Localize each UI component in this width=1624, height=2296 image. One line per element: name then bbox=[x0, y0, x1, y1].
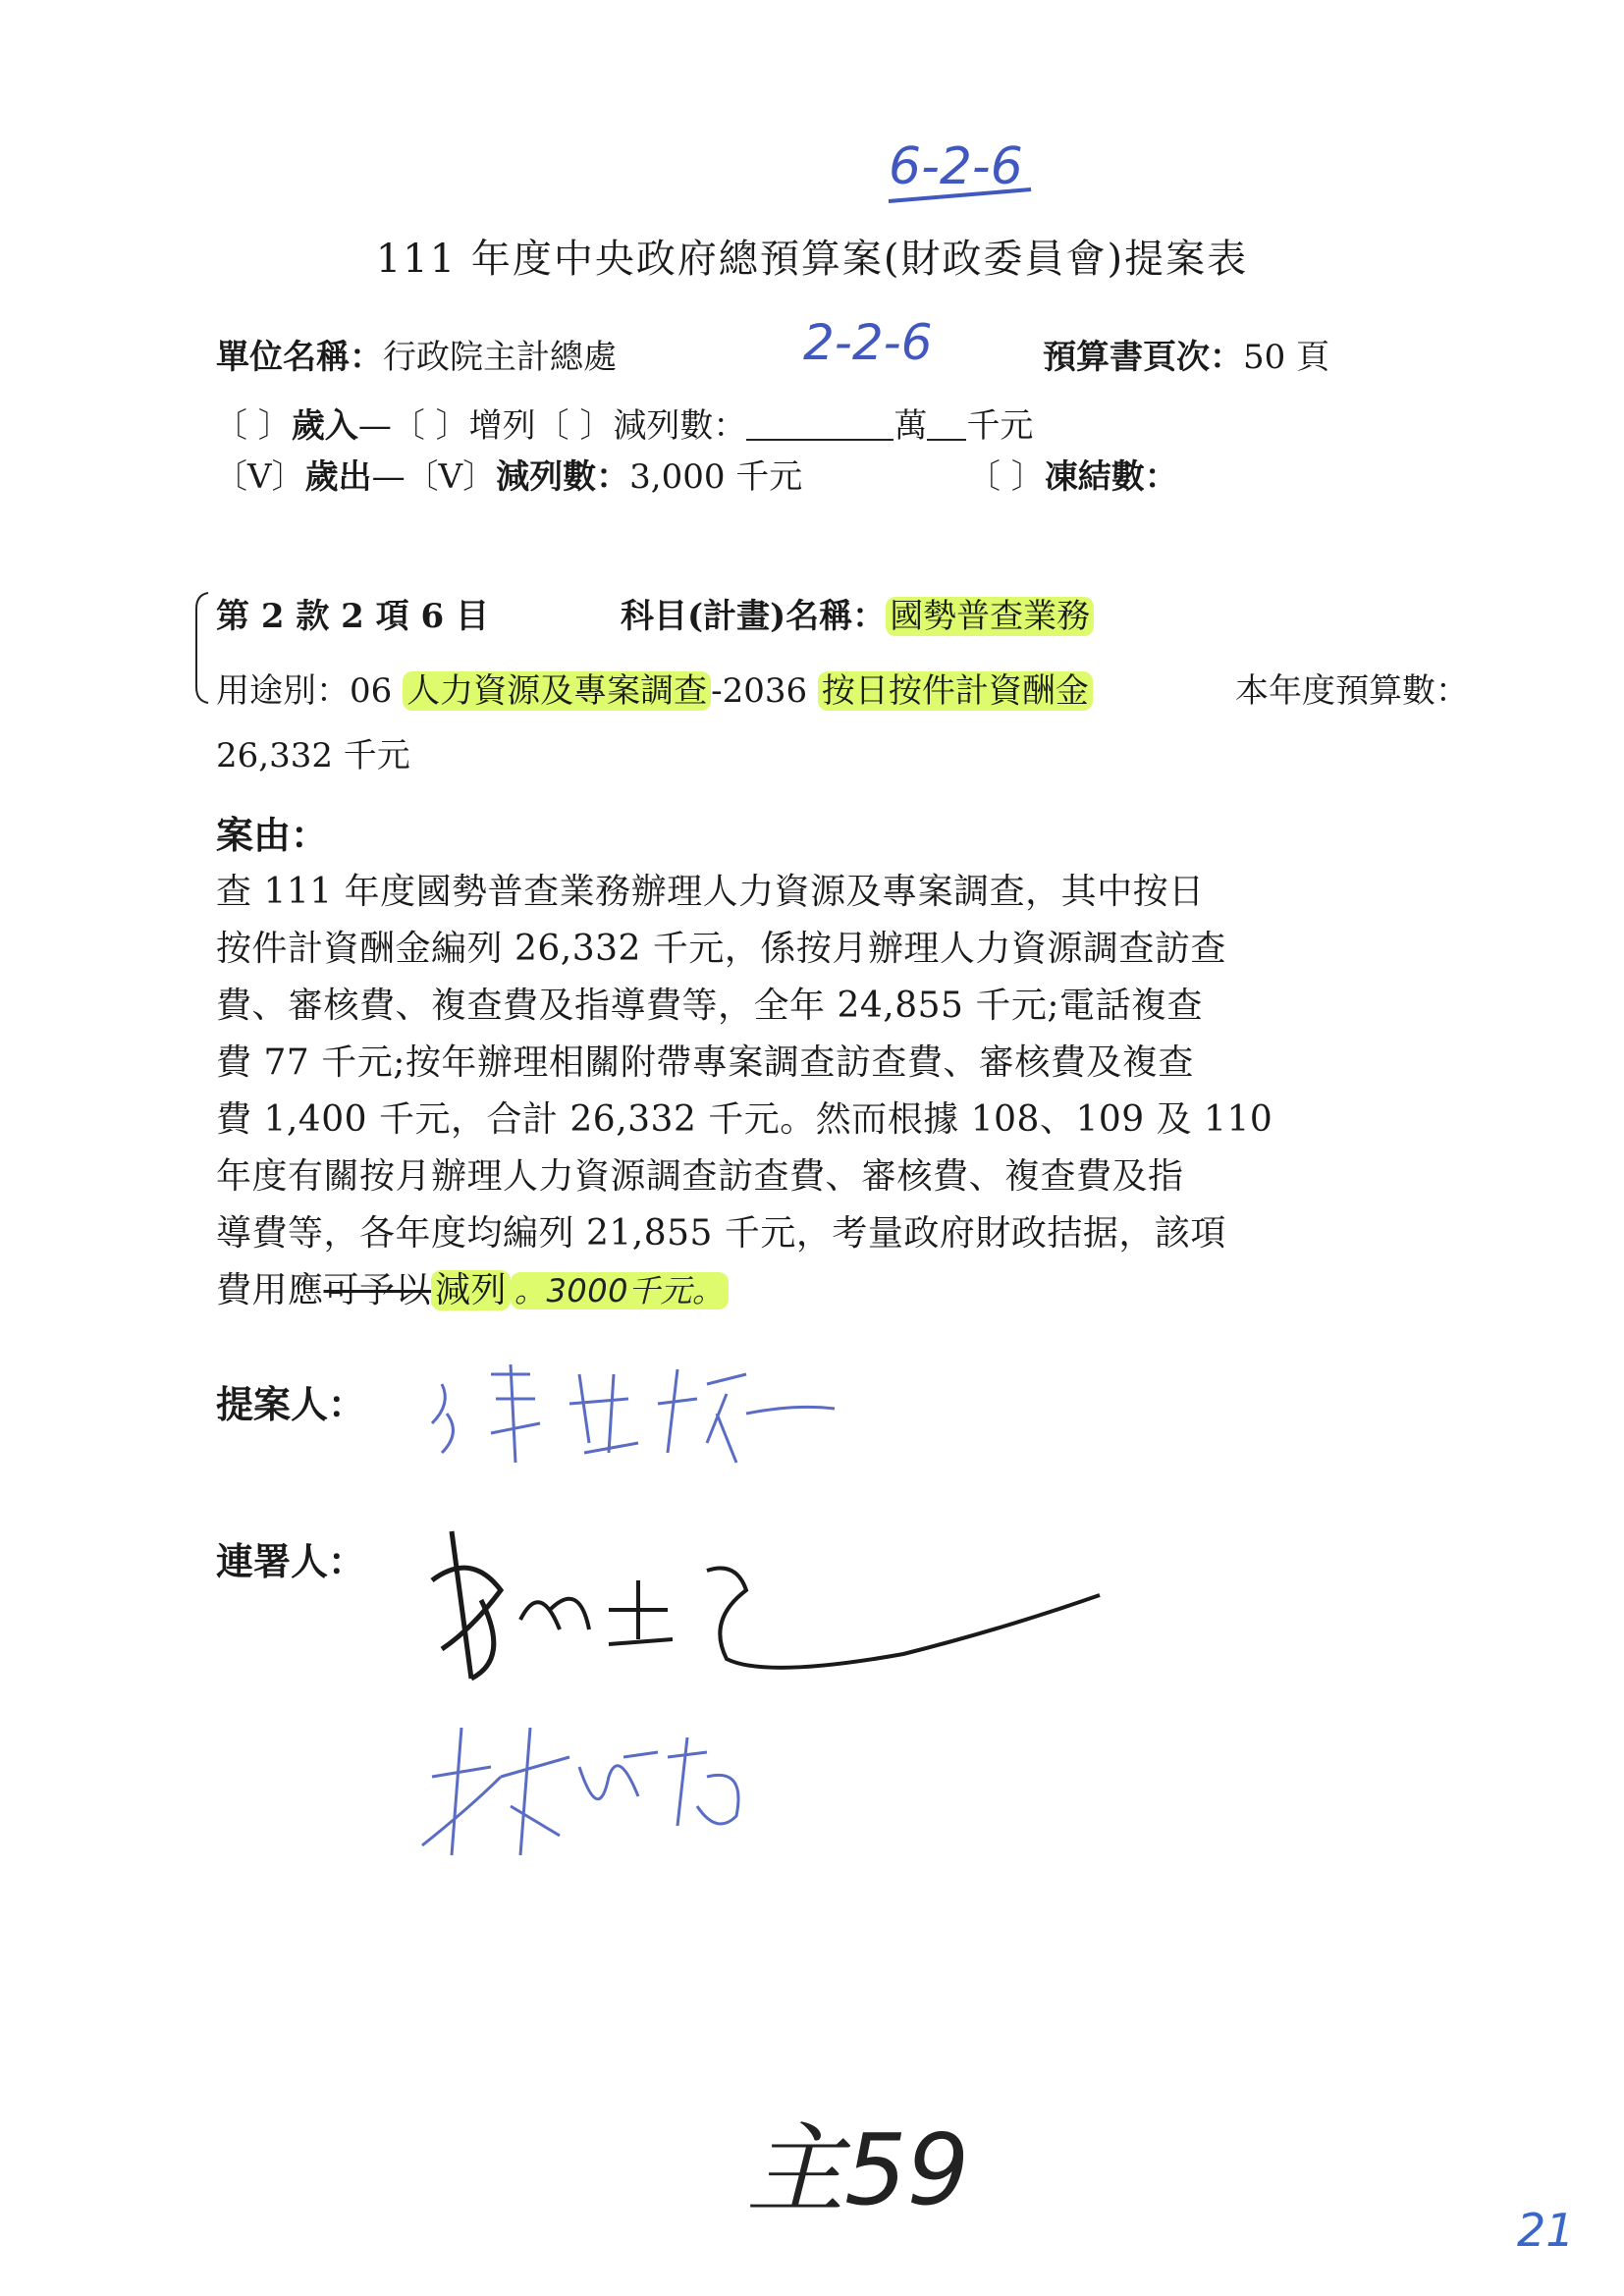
cosigner-label: 連署人： bbox=[216, 1539, 366, 1583]
cosigner-signature-1 bbox=[412, 1512, 1119, 1708]
expense-line: 〔V〕歲出—〔V〕減列數：3,000 千元 bbox=[214, 457, 803, 497]
reason-line-5: 費 1,400 千元，合計 26,332 千元。然而根據 108、109 及 110 bbox=[216, 1099, 1273, 1140]
handwritten-bottom-code: 主59 bbox=[746, 2112, 970, 2227]
reason-heading: 案由： bbox=[216, 813, 329, 857]
reason-line-6: 年度有關按月辦理人力資源調查訪查費、審核費、複查費及指 bbox=[216, 1156, 1184, 1197]
proposer-signature bbox=[422, 1345, 854, 1482]
reason-line-1: 查 111 年度國勢普查業務辦理人力資源及專案調查，其中按日 bbox=[216, 872, 1205, 912]
strike-mark-icon bbox=[884, 182, 1051, 211]
revenue-line: 〔 〕歲入—〔 〕增列〔 〕減列數： 萬 千元 bbox=[214, 406, 1034, 446]
budget-label: 本年度預算數： bbox=[1235, 671, 1469, 711]
usage-line: 用途別：06 人力資源及專案調查 -2036 按日按件計資酬金 bbox=[216, 664, 1093, 712]
reason-line-2: 按件計資酬金編列 26,332 千元，係按月辦理人力資源調查訪查 bbox=[216, 929, 1226, 969]
reason-line-7: 導費等，各年度均編列 21,855 千元，考量政府財政拮据，該項 bbox=[216, 1213, 1226, 1254]
handwritten-unit-code: 2-2-6 bbox=[803, 314, 933, 371]
reason-line-3: 費、審核費、複查費及指導費等，全年 24,855 千元;電話複查 bbox=[216, 986, 1203, 1026]
unit-label: 單位名稱：行政院主計總處 bbox=[216, 338, 617, 377]
reason-line-8: 費用應可予以 減列 。3000千元。 bbox=[216, 1262, 729, 1312]
reason-line-4: 費 77 千元;按年辦理相關附帶專案調查訪查費、審核費及複查 bbox=[216, 1042, 1194, 1083]
freeze-amount: 〔 〕凍結數： bbox=[967, 457, 1178, 497]
handwritten-top-code: 6-2-6 bbox=[889, 137, 1023, 196]
subject-line: 科目(計畫)名稱： 國勢普查業務 bbox=[621, 589, 1094, 637]
item-section-line: 第 2 款 2 項 6 目 bbox=[216, 597, 489, 636]
page-reference: 預算書頁次：50 頁 bbox=[1043, 338, 1330, 377]
item-bracket-icon bbox=[192, 589, 212, 707]
cosigner-signature-2 bbox=[412, 1708, 785, 1865]
budget-value: 26,332 千元 bbox=[216, 736, 410, 775]
proposer-label: 提案人： bbox=[216, 1382, 366, 1426]
page-title: 111 年度中央政府總預算案(財政委員會)提案表 bbox=[375, 237, 1249, 282]
handwritten-corner-number: 21 bbox=[1517, 2204, 1575, 2257]
